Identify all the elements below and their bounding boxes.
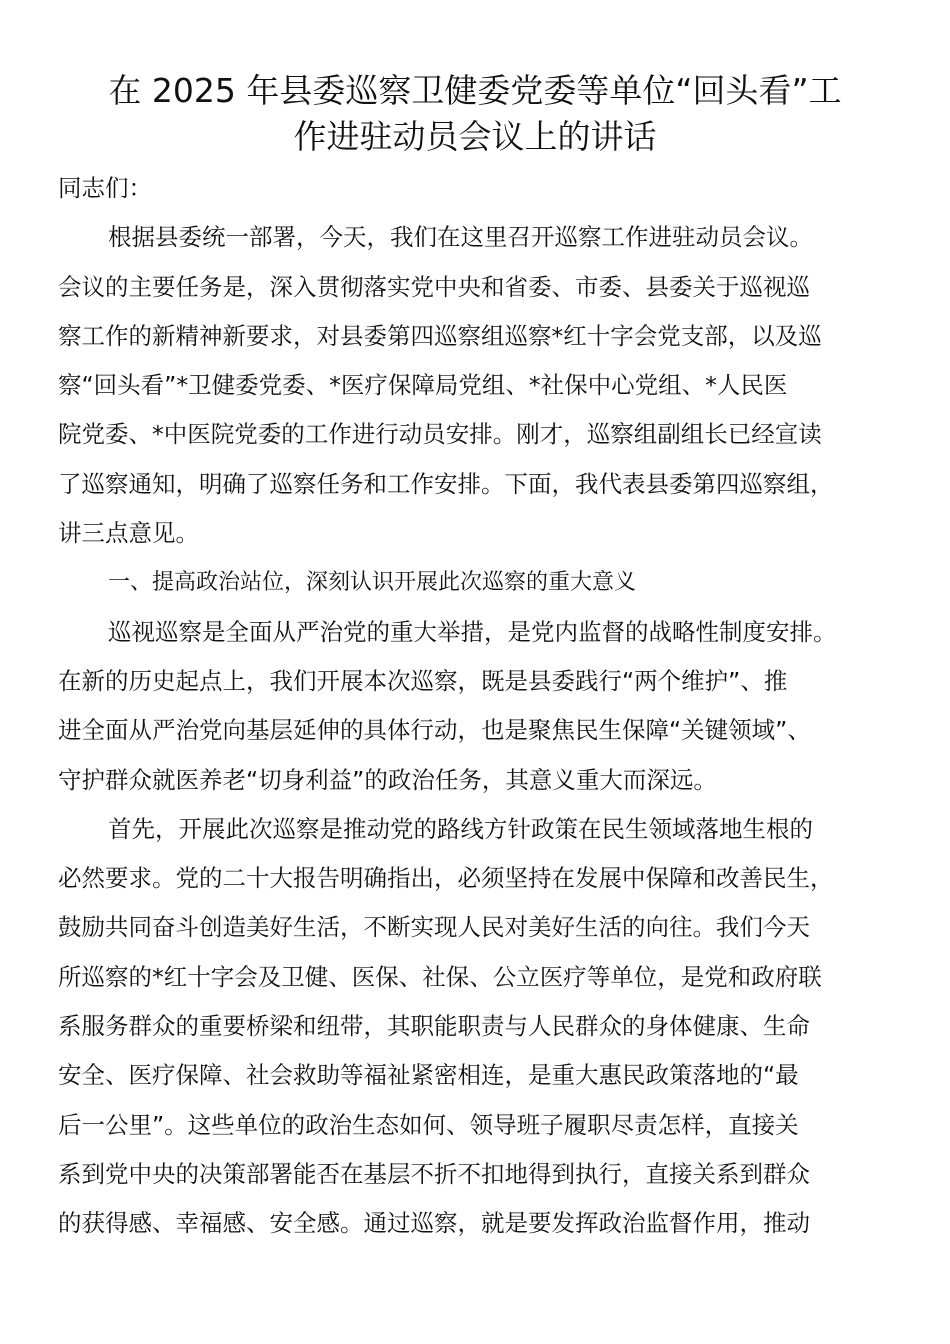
text-line: 安全、医疗保障、社会救助等福祉紧密相连，是重大惠民政策落地的“最: [58, 1061, 799, 1090]
text-line: 院党委、*中医院党委的工作进行动员安排。刚才，巡察组副组长已经宣读: [58, 420, 822, 449]
text-line: 会议的主要任务是，深入贯彻落实党中央和省委、市委、县委关于巡视巡: [58, 272, 810, 301]
text-line: 后一公里”。这些单位的政治生态如何、领导班子履职尽责怎样，直接关: [58, 1110, 799, 1139]
text-line: 必然要求。党的二十大报告明确指出，必须坚持在发展中保障和改善民生，: [58, 864, 834, 893]
text-line: 守护群众就医养老“切身利益”的政治任务，其意义重大而深远。: [58, 765, 717, 794]
text-line: 鼓励共同奋斗创造美好生活，不断实现人民对美好生活的向往。我们今天: [58, 913, 810, 942]
document-title: [40, 68, 910, 160]
text-line: 在新的历史起点上，我们开展本次巡察，既是县委践行“两个维护”、推: [58, 666, 788, 695]
text-line: 察工作的新精神新要求，对县委第四巡察组巡察*红十字会党支部，以及巡: [58, 321, 822, 350]
text-line: 察“回头看”*卫健委党委、*医疗保障局党组、*社保中心党组、*人民医: [58, 371, 788, 400]
document-body: [58, 164, 898, 1249]
text-line: 所巡察的*红十字会及卫健、医保、社保、公立医疗等单位，是党和政府联: [58, 962, 822, 991]
section-heading: 一、提高政治站位，深刻认识开展此次巡察的重大意义: [108, 570, 637, 596]
text-line: 了巡察通知，明确了巡察任务和工作安排。下面，我代表县委第四巡察组，: [58, 469, 834, 498]
paragraph-lines: [58, 213, 898, 1248]
text-line: 巡视巡察是全面从严治党的重大举措，是党内监督的战略性制度安排。: [108, 617, 837, 646]
text-line: 根据县委统一部署，今天，我们在这里召开巡察工作进驻动员会议。: [108, 223, 813, 252]
title-line-1: 在 2025 年县委巡察卫健委党委等单位“回头看”工: [108, 71, 842, 110]
salutation: 同志们：: [58, 174, 152, 202]
text-line: 首先，开展此次巡察是推动党的路线方针政策在民生领域落地生根的: [108, 814, 813, 843]
text-line: 进全面从严治党向基层延伸的具体行动，也是聚焦民生保障“关键领域”、: [58, 716, 811, 745]
title-line-2: 作进驻动员会议上的讲话: [293, 117, 657, 156]
text-line: 的获得感、幸福感、安全感。通过巡察，就是要发挥政治监督作用，推动: [58, 1209, 810, 1238]
text-line: 讲三点意见。: [58, 519, 199, 548]
text-line: 系服务群众的重要桥梁和纽带，其职能职责与人民群众的身体健康、生命: [58, 1012, 810, 1041]
text-line: 系到党中央的决策部署能否在基层不折不扣地得到执行，直接关系到群众: [58, 1159, 810, 1188]
